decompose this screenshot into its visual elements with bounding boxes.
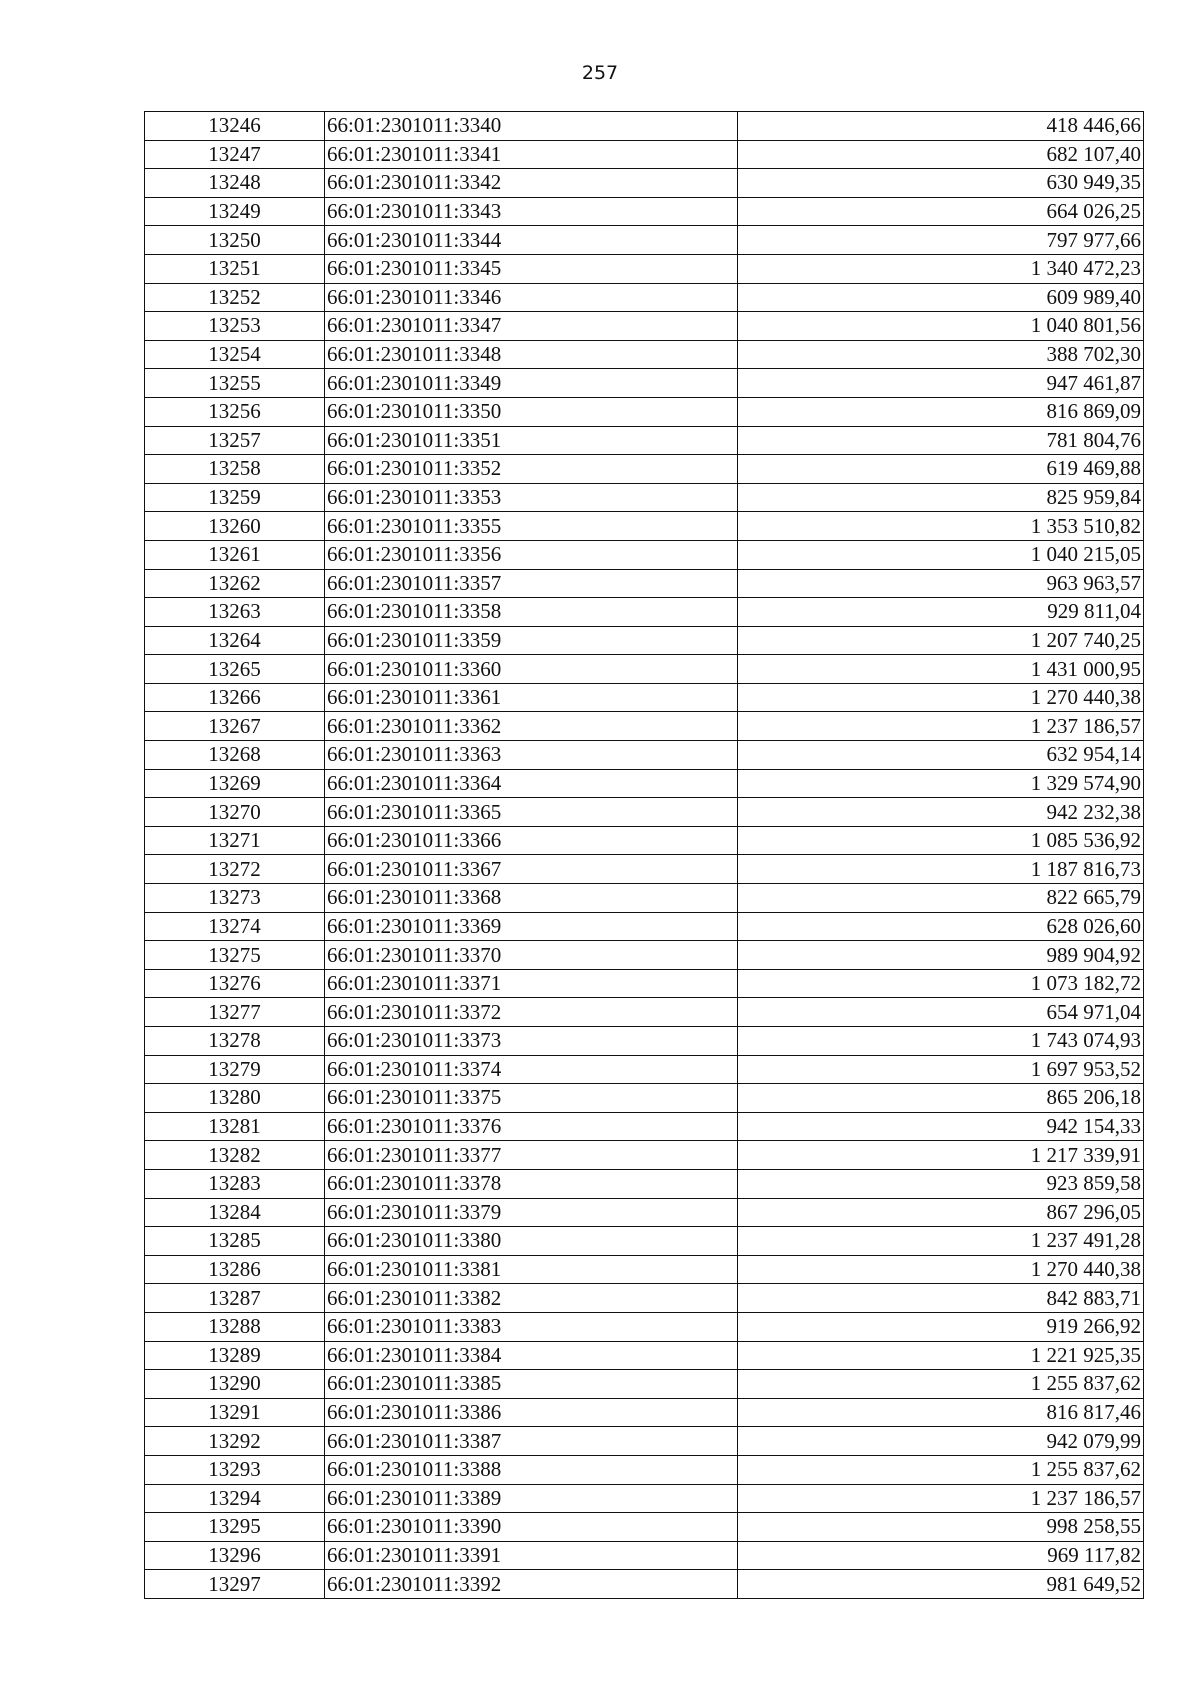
row-number-cell: 13282: [145, 1141, 325, 1170]
cadastral-value-cell: 418 446,66: [738, 112, 1144, 141]
cadastral-number-cell: 66:01:2301011:3355: [325, 512, 738, 541]
cadastral-number-cell: 66:01:2301011:3364: [325, 769, 738, 798]
row-number-cell: 13262: [145, 569, 325, 598]
table-row: [145, 655, 1144, 684]
cadastral-value-cell: 1 270 440,38: [738, 1255, 1144, 1284]
row-number-cell: 13257: [145, 426, 325, 455]
table-row: [145, 912, 1144, 941]
row-number-cell: 13288: [145, 1312, 325, 1341]
row-number-cell: 13247: [145, 140, 325, 169]
cadastral-value-cell: 1 221 925,35: [738, 1341, 1144, 1370]
cadastral-number-cell: 66:01:2301011:3362: [325, 712, 738, 741]
cadastral-value-cell: 825 959,84: [738, 483, 1144, 512]
table-row: [145, 1455, 1144, 1484]
cadastral-number-cell: 66:01:2301011:3386: [325, 1398, 738, 1427]
row-number-cell: 13293: [145, 1455, 325, 1484]
cadastral-value-cell: 654 971,04: [738, 998, 1144, 1027]
table-row: [145, 1312, 1144, 1341]
table-row: [145, 1084, 1144, 1113]
cadastral-number-cell: 66:01:2301011:3369: [325, 912, 738, 941]
row-number-cell: 13250: [145, 226, 325, 255]
cadastral-number-cell: 66:01:2301011:3375: [325, 1084, 738, 1113]
row-number-cell: 13249: [145, 197, 325, 226]
table-row: [145, 1427, 1144, 1456]
table-row: [145, 397, 1144, 426]
table-row: [145, 226, 1144, 255]
page-number: 257: [581, 62, 619, 84]
table-row: [145, 969, 1144, 998]
cadastral-number-cell: 66:01:2301011:3360: [325, 655, 738, 684]
row-number-cell: 13295: [145, 1513, 325, 1542]
cadastral-number-cell: 66:01:2301011:3378: [325, 1169, 738, 1198]
table-row: [145, 1570, 1144, 1599]
cadastral-number-cell: 66:01:2301011:3385: [325, 1370, 738, 1399]
cadastral-number-cell: 66:01:2301011:3358: [325, 598, 738, 627]
row-number-cell: 13251: [145, 254, 325, 283]
cadastral-number-cell: 66:01:2301011:3346: [325, 283, 738, 312]
cadastral-value-cell: 1 073 182,72: [738, 969, 1144, 998]
table-row: [145, 1141, 1144, 1170]
cadastral-number-cell: 66:01:2301011:3366: [325, 826, 738, 855]
table-row: [145, 826, 1144, 855]
table-row: [145, 626, 1144, 655]
cadastral-value-cell: 1 255 837,62: [738, 1370, 1144, 1399]
cadastral-value-cell: 929 811,04: [738, 598, 1144, 627]
cadastral-value-cell: 989 904,92: [738, 941, 1144, 970]
row-number-cell: 13277: [145, 998, 325, 1027]
table-row: [145, 1198, 1144, 1227]
table-row: [145, 884, 1144, 913]
table-row: [145, 340, 1144, 369]
cadastral-number-cell: 66:01:2301011:3345: [325, 254, 738, 283]
table-row: [145, 254, 1144, 283]
cadastral-value-cell: 1 237 491,28: [738, 1227, 1144, 1256]
cadastral-number-cell: 66:01:2301011:3344: [325, 226, 738, 255]
table-row: [145, 1484, 1144, 1513]
cadastral-number-cell: 66:01:2301011:3374: [325, 1055, 738, 1084]
row-number-cell: 13246: [145, 112, 325, 141]
table-row: [145, 855, 1144, 884]
row-number-cell: 13275: [145, 941, 325, 970]
cadastral-value-cell: 1 353 510,82: [738, 512, 1144, 541]
table-row: [145, 1398, 1144, 1427]
row-number-cell: 13260: [145, 512, 325, 541]
cadastral-number-cell: 66:01:2301011:3353: [325, 483, 738, 512]
table-row: [145, 540, 1144, 569]
row-number-cell: 13255: [145, 369, 325, 398]
table-row: [145, 112, 1144, 141]
cadastral-value-cell: 797 977,66: [738, 226, 1144, 255]
cadastral-value-cell: 609 989,40: [738, 283, 1144, 312]
cadastral-value-cell: 1 270 440,38: [738, 683, 1144, 712]
row-number-cell: 13272: [145, 855, 325, 884]
cadastral-number-cell: 66:01:2301011:3371: [325, 969, 738, 998]
cadastral-number-cell: 66:01:2301011:3359: [325, 626, 738, 655]
cadastral-value-cell: 1 040 801,56: [738, 312, 1144, 341]
cadastral-number-cell: 66:01:2301011:3356: [325, 540, 738, 569]
row-number-cell: 13285: [145, 1227, 325, 1256]
row-number-cell: 13290: [145, 1370, 325, 1399]
cadastral-value-cell: 969 117,82: [738, 1541, 1144, 1570]
cadastral-value-cell: 1 187 816,73: [738, 855, 1144, 884]
row-number-cell: 13297: [145, 1570, 325, 1599]
cadastral-number-cell: 66:01:2301011:3368: [325, 884, 738, 913]
row-number-cell: 13270: [145, 798, 325, 827]
cadastral-number-cell: 66:01:2301011:3343: [325, 197, 738, 226]
row-number-cell: 13269: [145, 769, 325, 798]
table-row: [145, 1284, 1144, 1313]
cadastral-value-cell: 630 949,35: [738, 169, 1144, 198]
row-number-cell: 13296: [145, 1541, 325, 1570]
cadastral-value-cell: 998 258,55: [738, 1513, 1144, 1542]
table-row: [145, 769, 1144, 798]
cadastral-number-cell: 66:01:2301011:3357: [325, 569, 738, 598]
cadastral-number-cell: 66:01:2301011:3379: [325, 1198, 738, 1227]
table-row: [145, 426, 1144, 455]
row-number-cell: 13254: [145, 340, 325, 369]
cadastral-number-cell: 66:01:2301011:3387: [325, 1427, 738, 1456]
cadastral-value-cell: 981 649,52: [738, 1570, 1144, 1599]
cadastral-number-cell: 66:01:2301011:3370: [325, 941, 738, 970]
cadastral-number-cell: 66:01:2301011:3349: [325, 369, 738, 398]
cadastral-value-cell: 1 431 000,95: [738, 655, 1144, 684]
row-number-cell: 13289: [145, 1341, 325, 1370]
cadastral-value-cell: 923 859,58: [738, 1169, 1144, 1198]
cadastral-number-cell: 66:01:2301011:3384: [325, 1341, 738, 1370]
table-row: [145, 1513, 1144, 1542]
table-row: [145, 512, 1144, 541]
row-number-cell: 13263: [145, 598, 325, 627]
row-number-cell: 13252: [145, 283, 325, 312]
cadastral-value-cell: 816 869,09: [738, 397, 1144, 426]
table-body: [145, 112, 1144, 1599]
table-row: [145, 1541, 1144, 1570]
cadastral-number-cell: 66:01:2301011:3392: [325, 1570, 738, 1599]
table-row: [145, 455, 1144, 484]
table-row: [145, 169, 1144, 198]
row-number-cell: 13264: [145, 626, 325, 655]
row-number-cell: 13280: [145, 1084, 325, 1113]
cadastral-number-cell: 66:01:2301011:3367: [325, 855, 738, 884]
cadastral-value-cell: 867 296,05: [738, 1198, 1144, 1227]
row-number-cell: 13286: [145, 1255, 325, 1284]
cadastral-number-cell: 66:01:2301011:3361: [325, 683, 738, 712]
row-number-cell: 13267: [145, 712, 325, 741]
row-number-cell: 13265: [145, 655, 325, 684]
cadastral-value-cell: 1 743 074,93: [738, 1027, 1144, 1056]
row-number-cell: 13281: [145, 1112, 325, 1141]
cadastral-number-cell: 66:01:2301011:3365: [325, 798, 738, 827]
table-row: [145, 712, 1144, 741]
cadastral-value-cell: 822 665,79: [738, 884, 1144, 913]
cadastral-number-cell: 66:01:2301011:3389: [325, 1484, 738, 1513]
cadastral-number-cell: 66:01:2301011:3350: [325, 397, 738, 426]
table-row: [145, 941, 1144, 970]
cadastral-value-cell: 628 026,60: [738, 912, 1144, 941]
cadastral-number-cell: 66:01:2301011:3390: [325, 1513, 738, 1542]
table-row: [145, 1169, 1144, 1198]
row-number-cell: 13253: [145, 312, 325, 341]
row-number-cell: 13259: [145, 483, 325, 512]
cadastral-number-cell: 66:01:2301011:3347: [325, 312, 738, 341]
row-number-cell: 13287: [145, 1284, 325, 1313]
cadastral-value-cell: 682 107,40: [738, 140, 1144, 169]
cadastral-value-cell: 1 085 536,92: [738, 826, 1144, 855]
table-row: [145, 369, 1144, 398]
cadastral-value-cell: 388 702,30: [738, 340, 1144, 369]
cadastral-value-cell: 1 697 953,52: [738, 1055, 1144, 1084]
cadastral-number-cell: 66:01:2301011:3340: [325, 112, 738, 141]
row-number-cell: 13291: [145, 1398, 325, 1427]
cadastral-number-cell: 66:01:2301011:3373: [325, 1027, 738, 1056]
row-number-cell: 13248: [145, 169, 325, 198]
table-row: [145, 1027, 1144, 1056]
table-row: [145, 798, 1144, 827]
cadastral-number-cell: 66:01:2301011:3342: [325, 169, 738, 198]
cadastral-value-cell: 963 963,57: [738, 569, 1144, 598]
cadastral-number-cell: 66:01:2301011:3388: [325, 1455, 738, 1484]
row-number-cell: 13273: [145, 884, 325, 913]
cadastral-number-cell: 66:01:2301011:3341: [325, 140, 738, 169]
cadastral-number-cell: 66:01:2301011:3381: [325, 1255, 738, 1284]
table-row: [145, 1055, 1144, 1084]
row-number-cell: 13258: [145, 455, 325, 484]
cadastral-number-cell: 66:01:2301011:3352: [325, 455, 738, 484]
row-number-cell: 13284: [145, 1198, 325, 1227]
cadastral-value-cell: 1 340 472,23: [738, 254, 1144, 283]
table-row: [145, 1370, 1144, 1399]
cadastral-value-cell: 1 329 574,90: [738, 769, 1144, 798]
cadastral-value-cell: 1 237 186,57: [738, 712, 1144, 741]
table-row: [145, 197, 1144, 226]
cadastral-number-cell: 66:01:2301011:3372: [325, 998, 738, 1027]
cadastral-value-cell: 1 207 740,25: [738, 626, 1144, 655]
table-row: [145, 741, 1144, 770]
cadastral-value-cell: 619 469,88: [738, 455, 1144, 484]
cadastral-number-cell: 66:01:2301011:3363: [325, 741, 738, 770]
cadastral-value-cell: 816 817,46: [738, 1398, 1144, 1427]
row-number-cell: 13256: [145, 397, 325, 426]
table-row: [145, 683, 1144, 712]
table-row: [145, 312, 1144, 341]
cadastral-value-cell: 1 217 339,91: [738, 1141, 1144, 1170]
row-number-cell: 13292: [145, 1427, 325, 1456]
cadastral-value-cell: 781 804,76: [738, 426, 1144, 455]
row-number-cell: 13276: [145, 969, 325, 998]
table-row: [145, 1227, 1144, 1256]
cadastral-value-cell: 664 026,25: [738, 197, 1144, 226]
table-row: [145, 598, 1144, 627]
cadastral-number-cell: 66:01:2301011:3382: [325, 1284, 738, 1313]
cadastral-value-cell: 1 237 186,57: [738, 1484, 1144, 1513]
row-number-cell: 13294: [145, 1484, 325, 1513]
cadastral-value-cell: 947 461,87: [738, 369, 1144, 398]
cadastral-value-cell: 942 154,33: [738, 1112, 1144, 1141]
cadastral-value-cell: 1 040 215,05: [738, 540, 1144, 569]
table-row: [145, 998, 1144, 1027]
table-row: [145, 1112, 1144, 1141]
table-row: [145, 140, 1144, 169]
row-number-cell: 13279: [145, 1055, 325, 1084]
cadastral-value-cell: 942 079,99: [738, 1427, 1144, 1456]
cadastral-value-cell: 865 206,18: [738, 1084, 1144, 1113]
cadastral-value-cell: 942 232,38: [738, 798, 1144, 827]
table-row: [145, 283, 1144, 312]
row-number-cell: 13278: [145, 1027, 325, 1056]
row-number-cell: 13261: [145, 540, 325, 569]
cadastral-number-cell: 66:01:2301011:3377: [325, 1141, 738, 1170]
table-row: [145, 483, 1144, 512]
table-row: [145, 1255, 1144, 1284]
row-number-cell: 13266: [145, 683, 325, 712]
cadastral-value-cell: 632 954,14: [738, 741, 1144, 770]
row-number-cell: 13283: [145, 1169, 325, 1198]
table-row: [145, 569, 1144, 598]
cadastral-value-table: [144, 111, 1144, 1599]
table-row: [145, 1341, 1144, 1370]
cadastral-number-cell: 66:01:2301011:3380: [325, 1227, 738, 1256]
cadastral-number-cell: 66:01:2301011:3348: [325, 340, 738, 369]
cadastral-value-cell: 919 266,92: [738, 1312, 1144, 1341]
row-number-cell: 13274: [145, 912, 325, 941]
cadastral-number-cell: 66:01:2301011:3351: [325, 426, 738, 455]
cadastral-number-cell: 66:01:2301011:3383: [325, 1312, 738, 1341]
row-number-cell: 13271: [145, 826, 325, 855]
cadastral-value-cell: 842 883,71: [738, 1284, 1144, 1313]
cadastral-value-cell: 1 255 837,62: [738, 1455, 1144, 1484]
cadastral-number-cell: 66:01:2301011:3391: [325, 1541, 738, 1570]
cadastral-number-cell: 66:01:2301011:3376: [325, 1112, 738, 1141]
row-number-cell: 13268: [145, 741, 325, 770]
